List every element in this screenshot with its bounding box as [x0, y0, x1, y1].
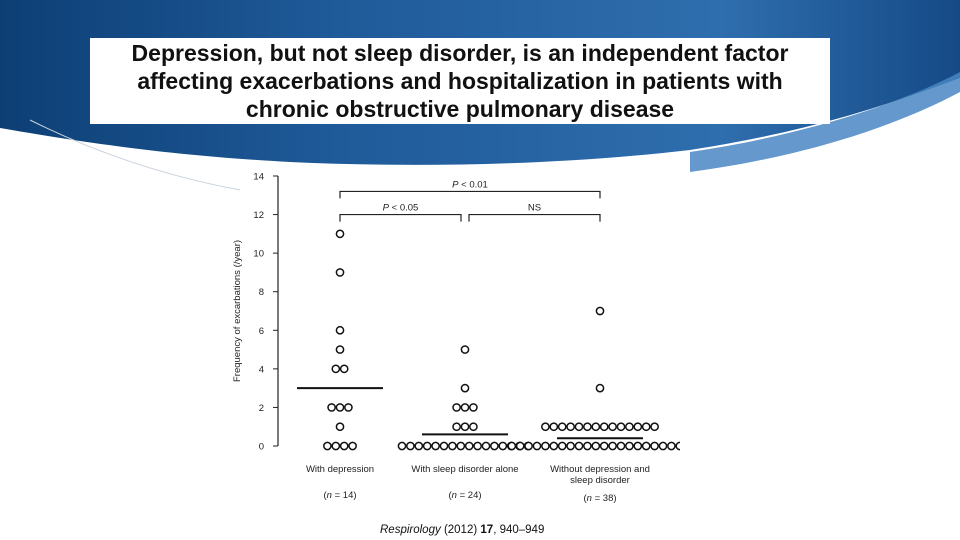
data-point [651, 423, 658, 430]
data-point [332, 365, 339, 372]
data-point [453, 423, 460, 430]
y-tick-label: 6 [258, 325, 264, 337]
data-point [525, 442, 532, 449]
data-point [559, 423, 566, 430]
significance-brackets [340, 179, 600, 221]
data-point [336, 346, 343, 353]
data-point [336, 404, 343, 411]
significance-bracket [340, 215, 461, 222]
n-label: (n = 14) [323, 490, 357, 501]
n-label: (n = 38) [583, 493, 617, 504]
slide-title [90, 38, 830, 124]
data-point [596, 307, 603, 314]
data-point [592, 423, 599, 430]
category-label: With sleep disorder alone [411, 464, 519, 475]
data-point [596, 385, 603, 392]
data-point [643, 423, 650, 430]
data-point [457, 442, 464, 449]
data-point [592, 442, 599, 449]
data-point [601, 423, 608, 430]
data-point [461, 385, 468, 392]
data-point [533, 442, 540, 449]
category-labels [306, 464, 650, 504]
category-label: sleep disorder [570, 475, 630, 486]
category-label: With depression [305, 464, 375, 475]
data-point [668, 442, 675, 449]
data-point [559, 442, 566, 449]
data-point [609, 442, 616, 449]
data-point [328, 404, 335, 411]
p-value-label: NS [527, 202, 542, 214]
significance-bracket [340, 191, 600, 198]
y-tick-label: 4 [258, 364, 264, 376]
data-point [542, 442, 549, 449]
n-label: (n = 24) [448, 490, 482, 501]
data-point [626, 442, 633, 449]
data-point [461, 404, 468, 411]
significance-bracket [469, 215, 600, 222]
data-point [491, 442, 498, 449]
citation [380, 524, 544, 536]
title-line-3: chronic obstructive pulmonary disease [245, 96, 675, 122]
data-point [584, 442, 591, 449]
y-tick-label: 12 [253, 210, 264, 222]
data-point [659, 442, 666, 449]
y-axis-label: Frequency of excarbations (/year) [232, 239, 243, 383]
data-point [651, 442, 658, 449]
chart-axes [232, 172, 278, 453]
data-point [332, 442, 339, 449]
p-value-label: P < 0.01 [452, 179, 488, 191]
data-point [634, 442, 641, 449]
data-point [567, 442, 574, 449]
data-point [575, 423, 582, 430]
data-point [470, 423, 477, 430]
y-tick-label: 2 [258, 402, 264, 414]
scatter-chart [220, 165, 680, 515]
data-point [336, 230, 343, 237]
data-point [440, 442, 447, 449]
y-tick-label: 14 [253, 171, 264, 183]
data-point [415, 442, 422, 449]
data-point [398, 442, 405, 449]
data-point [336, 327, 343, 334]
y-tick-label: 8 [258, 287, 264, 299]
data-point [349, 442, 356, 449]
data-point [461, 346, 468, 353]
data-point [601, 442, 608, 449]
data-point [643, 442, 650, 449]
data-point [449, 442, 456, 449]
data-point [341, 442, 348, 449]
data-point [550, 423, 557, 430]
data-point [567, 423, 574, 430]
data-point [584, 423, 591, 430]
data-point [542, 423, 549, 430]
citation-journal: Respirology [380, 524, 441, 536]
data-point [617, 423, 624, 430]
mean-lines [297, 388, 643, 438]
y-tick-label: 0 [258, 441, 264, 453]
data-point [676, 442, 680, 449]
citation-volume: 17 [480, 524, 494, 536]
data-points [324, 230, 680, 449]
data-point [461, 423, 468, 430]
title-line-1: Depression, but not sleep disorder, is an independent factor [131, 40, 789, 66]
data-point [345, 404, 352, 411]
data-point [474, 442, 481, 449]
data-point [575, 442, 582, 449]
title-line-2: affecting exacerbations and hospitalization in patients with [137, 68, 783, 94]
data-point [634, 423, 641, 430]
data-point [336, 423, 343, 430]
p-value-label: P < 0.05 [382, 202, 419, 214]
data-point [550, 442, 557, 449]
data-point [626, 423, 633, 430]
data-point [482, 442, 489, 449]
data-point [517, 442, 524, 449]
data-point [453, 404, 460, 411]
data-point [336, 269, 343, 276]
data-point [424, 442, 431, 449]
data-point [324, 442, 331, 449]
data-point [341, 365, 348, 372]
citation-pages: , 940–949 [493, 524, 545, 536]
citation-year: (2012) [443, 524, 478, 536]
data-point [470, 404, 477, 411]
data-point [609, 423, 616, 430]
data-point [499, 442, 506, 449]
data-point [407, 442, 414, 449]
data-point [617, 442, 624, 449]
data-point [466, 442, 473, 449]
data-point [508, 442, 515, 449]
data-point [432, 442, 439, 449]
category-label: Without depression and [550, 464, 650, 475]
y-tick-label: 10 [253, 248, 264, 260]
